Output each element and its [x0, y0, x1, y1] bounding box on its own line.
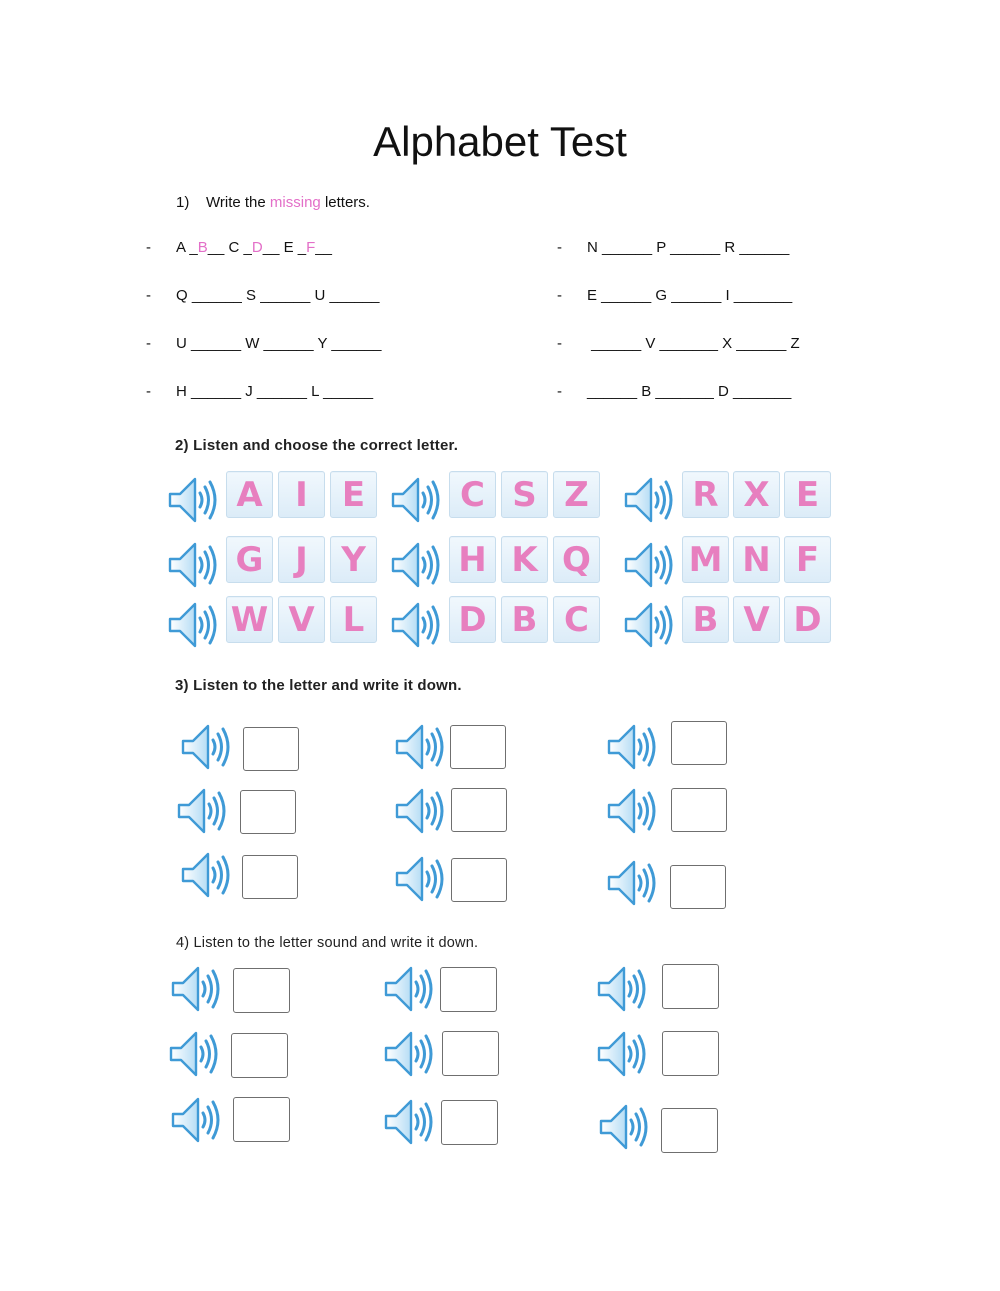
page-title: Alphabet Test	[373, 118, 627, 165]
letter-tile[interactable]: Y	[330, 536, 377, 583]
speaker-icon[interactable]	[176, 784, 230, 838]
answer-box[interactable]	[242, 855, 298, 899]
sequence-text: H ______ J ______ L ______	[176, 383, 374, 400]
speaker-icon[interactable]	[170, 962, 224, 1016]
sequence-row-left	[146, 383, 373, 400]
speaker-icon[interactable]	[596, 1027, 650, 1081]
sequence-text: Q ______ S ______ U ______	[176, 287, 380, 304]
speaker-icon[interactable]	[598, 1100, 652, 1154]
letter-tile[interactable]: L	[330, 596, 377, 643]
sequence-text: ______ B _______ D _______	[587, 383, 792, 400]
letter-tile[interactable]: Q	[553, 536, 600, 583]
letter-tile[interactable]: X	[733, 471, 780, 518]
letter-tile[interactable]: J	[278, 536, 325, 583]
answer-box[interactable]	[231, 1033, 288, 1078]
letter-tile[interactable]: K	[501, 536, 548, 583]
letter-tile[interactable]: W	[226, 596, 273, 643]
letter-tile[interactable]: B	[501, 596, 548, 643]
sequence-text: N ______ P ______ R ______	[587, 239, 790, 256]
letter-tile[interactable]: S	[501, 471, 548, 518]
answer-letter: D	[251, 239, 263, 256]
section1-number: 1)	[176, 194, 190, 211]
letter-tile[interactable]: M	[682, 536, 729, 583]
letter-tile[interactable]: R	[682, 471, 729, 518]
sequence-row-right	[557, 239, 789, 256]
answer-box[interactable]	[670, 865, 726, 909]
answer-box[interactable]	[671, 788, 727, 832]
speaker-icon[interactable]	[180, 720, 234, 774]
instruction-text-end: letters.	[320, 194, 370, 211]
letter-tile[interactable]: I	[278, 471, 325, 518]
sequence-row-right	[557, 335, 800, 352]
answer-box[interactable]	[451, 858, 507, 902]
answer-box[interactable]	[451, 788, 507, 832]
row-dash: -	[146, 287, 151, 304]
speaker-icon[interactable]	[383, 962, 437, 1016]
letter-tile[interactable]: V	[733, 596, 780, 643]
instruction-highlight: missing	[269, 194, 321, 211]
letter-tile[interactable]: F	[784, 536, 831, 583]
speaker-icon[interactable]	[390, 538, 444, 592]
speaker-icon[interactable]	[606, 784, 660, 838]
sequence-text: __	[315, 239, 332, 256]
answer-box[interactable]	[442, 1031, 499, 1076]
letter-tile[interactable]: A	[226, 471, 273, 518]
speaker-icon[interactable]	[606, 856, 660, 910]
letter-tile[interactable]: H	[449, 536, 496, 583]
section1-heading	[176, 194, 370, 211]
letter-tile[interactable]: G	[226, 536, 273, 583]
answer-box[interactable]	[440, 967, 497, 1012]
speaker-icon[interactable]	[383, 1027, 437, 1081]
row-dash: -	[557, 287, 562, 304]
answer-box[interactable]	[662, 1031, 719, 1076]
answer-box[interactable]	[671, 721, 727, 765]
sequence-text: __ E _	[262, 239, 307, 256]
row-dash: -	[146, 383, 151, 400]
speaker-icon[interactable]	[606, 720, 660, 774]
speaker-icon[interactable]	[167, 473, 221, 527]
speaker-icon[interactable]	[180, 848, 234, 902]
speaker-icon[interactable]	[168, 1027, 222, 1081]
letter-tile[interactable]: C	[449, 471, 496, 518]
answer-box[interactable]	[662, 964, 719, 1009]
sequence-row-left	[146, 287, 380, 304]
sequence-row-left	[146, 335, 381, 352]
speaker-icon[interactable]	[167, 598, 221, 652]
speaker-icon[interactable]	[167, 538, 221, 592]
letter-tile[interactable]: E	[330, 471, 377, 518]
answer-box[interactable]	[441, 1100, 498, 1145]
speaker-icon[interactable]	[383, 1095, 437, 1149]
sequence-row-right	[557, 287, 792, 304]
section2-title: 2) Listen and choose the correct letter.	[175, 437, 459, 454]
letter-tile[interactable]: D	[784, 596, 831, 643]
sequence-text: ______ V _______ X ______ Z	[587, 335, 800, 352]
sequence-row-left	[146, 239, 332, 256]
answer-box[interactable]	[661, 1108, 718, 1153]
speaker-icon[interactable]	[623, 538, 677, 592]
section4-title: 4) Listen to the letter sound and write it down.	[176, 935, 479, 951]
row-dash: -	[557, 383, 562, 400]
speaker-icon[interactable]	[394, 784, 448, 838]
row-dash: -	[146, 335, 151, 352]
sequence-row-right	[557, 383, 791, 400]
letter-tile[interactable]: B	[682, 596, 729, 643]
letter-tile[interactable]: D	[449, 596, 496, 643]
row-dash: -	[557, 335, 562, 352]
speaker-icon[interactable]	[623, 473, 677, 527]
answer-box[interactable]	[240, 790, 296, 834]
speaker-icon[interactable]	[623, 598, 677, 652]
instruction-text: Write the	[206, 194, 270, 211]
speaker-icon[interactable]	[390, 473, 444, 527]
sequence-text: A _	[176, 239, 198, 256]
speaker-icon[interactable]	[390, 598, 444, 652]
sequence-text: E ______ G ______ I _______	[587, 287, 793, 304]
speaker-icon[interactable]	[394, 852, 448, 906]
letter-tile[interactable]: C	[553, 596, 600, 643]
answer-box[interactable]	[233, 968, 290, 1013]
letter-tile[interactable]: N	[733, 536, 780, 583]
row-dash: -	[146, 239, 151, 256]
speaker-icon[interactable]	[596, 962, 650, 1016]
answer-letter: F	[306, 239, 316, 256]
speaker-icon[interactable]	[170, 1093, 224, 1147]
section3-title: 3) Listen to the letter and write it down.	[175, 677, 462, 694]
letter-tile[interactable]: Z	[553, 471, 600, 518]
sequence-text: __ C _	[207, 239, 252, 256]
answer-letter: B	[197, 239, 208, 256]
answer-box[interactable]	[233, 1097, 290, 1142]
row-dash: -	[557, 239, 562, 256]
answer-box[interactable]	[243, 727, 299, 771]
sequence-text: U ______ W ______ Y ______	[176, 335, 382, 352]
answer-box[interactable]	[450, 725, 506, 769]
letter-tile[interactable]: E	[784, 471, 831, 518]
letter-tile[interactable]: V	[278, 596, 325, 643]
speaker-icon[interactable]	[394, 720, 448, 774]
